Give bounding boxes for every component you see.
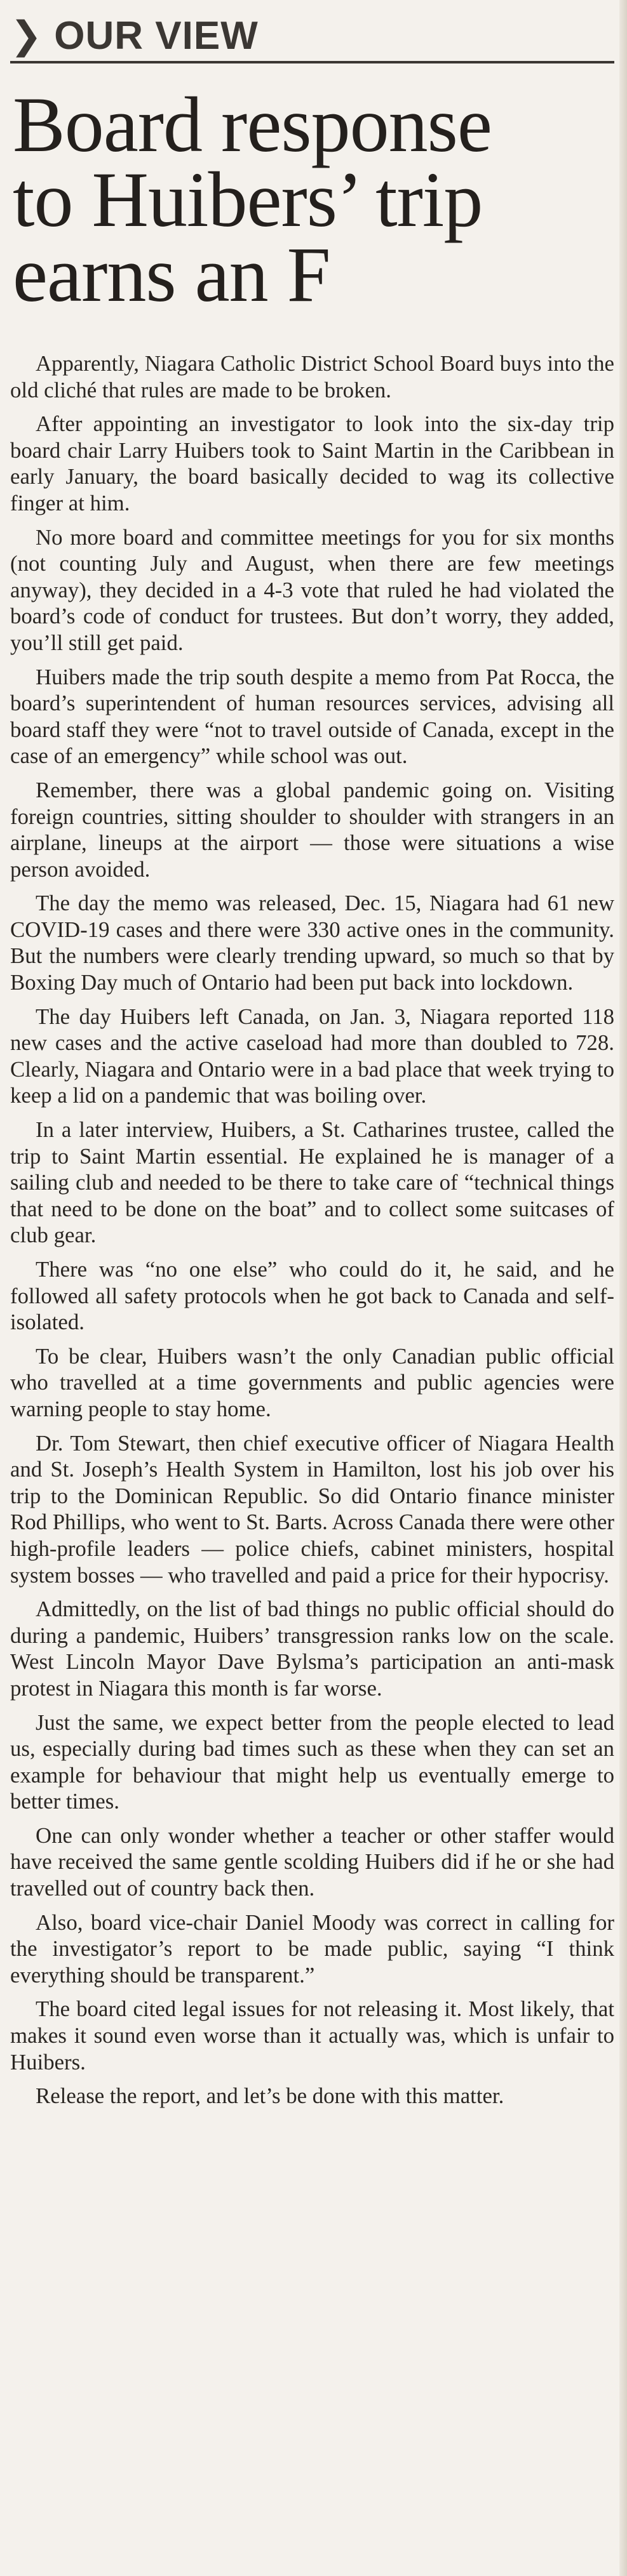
article-body [10,350,614,2109]
headline-line-3: earns an F [13,231,330,318]
headline [13,81,614,318]
paragraph: Remember, there was a global pandemic going on. Visiting foreign countries, sitting shoulder to shoulder with strangers in an airplane, lineups at the airport — those were situations a wise person avoided. [10,777,614,882]
section-kicker [10,10,614,63]
paragraph: The board cited legal issues for not releasing it. Most likely, that makes it sound even worse than it actually was, which is unfair to Huibers. [10,1996,614,2075]
kicker-label: OUR VIEW [54,13,259,58]
paragraph: Also, board vice-chair Daniel Moody was correct in calling for the investigator’s report to be made public, saying “I think everything should be transparent.” [10,1909,614,1988]
paragraph: The day the memo was released, Dec. 15, Niagara had 61 new COVID-19 cases and there were 330 active ones in the community. But the numbers were clearly trending upward, so much so that by Boxing Day much of Ontario had been put back into lockdown. [10,891,614,995]
chevron-right-icon: ❯ [10,14,43,56]
paragraph: Huibers made the trip south despite a memo from Pat Rocca, the board’s superintendent of human resources services, advising all board staff they were “not to travel outside of Canada, except in the case of an emergency” while school was out. [10,664,614,769]
paragraph: Release the report, and let’s be done with this matter. [36,2083,504,2109]
page-edge [619,0,627,2576]
paragraph: In a later interview, Huibers, a St. Catharines trustee, called the trip to Saint Martin essential. He explained he is manager of a sailing club and needed to be there to take care of “technical things that need to be done on the boat” and to collect some suitcases of club gear. [10,1117,614,1248]
paragraph: After appointing an investigator to look into the six-day trip board chair Larry Huibers took to Saint Martin in the Caribbean in early January, the board basically decided to wag its collective finger at him. [10,411,614,515]
paragraph: Admittedly, on the list of bad things no public official should do during a pandemic, Huibers’ transgression ranks low on the scale. West Lincoln Mayor Dave Bylsma’s participation an anti-mask protest in Niagara this month is far worse. [10,1597,614,1701]
paragraph: Dr. Tom Stewart, then chief executive officer of Niagara Health and St. Joseph’s Health System in Hamilton, lost his job over his trip to the Dominican Republic. So did Ontario finance minister Rod Phillips, who went to St. Barts. Across Canada there were other high-profile leaders — police chiefs, cabinet ministers, hospital system bosses — who travelled and paid a price for their hypocrisy. [10,1430,614,1588]
paragraph: The day Huibers left Canada, on Jan. 3, Niagara reported 118 new cases and the active caseload had more than doubled to 728. Clearly, Niagara and Ontario were in a bad place that week trying to keep a lid on a pandemic that was boiling over. [10,1004,614,1108]
paragraph: Apparently, Niagara Catholic District School Board buys into the old cliché that rules are made to be broken. [10,351,614,402]
headline-line-1: Board response [13,81,492,168]
paragraph: No more board and committee meetings for you for six months (not counting July and August, when there are few meetings anyway), they decided in a 4-3 vote that ruled he had violated the board’s code of conduct for trustees. But don’t worry, they added, you’ll still get paid. [10,524,614,655]
paragraph: Just the same, we expect better from the people elected to lead us, especially during bad times such as these when they can set an example for behaviour that might help us eventually emerge to better times. [10,1710,614,1814]
paragraph: One can only wonder whether a teacher or other staffer would have received the same gentle scolding Huibers did if he or she had travelled out of country back then. [10,1822,614,1901]
paragraph: There was “no one else” who could do it, he said, and he followed all safety protocols when he got back to Canada and self-isolated. [10,1257,614,1335]
headline-line-2: to Huibers’ trip [13,156,483,243]
paragraph: To be clear, Huibers wasn’t the only Canadian public official who travelled at a time governments and public agencies were warning people to stay home. [10,1343,614,1421]
